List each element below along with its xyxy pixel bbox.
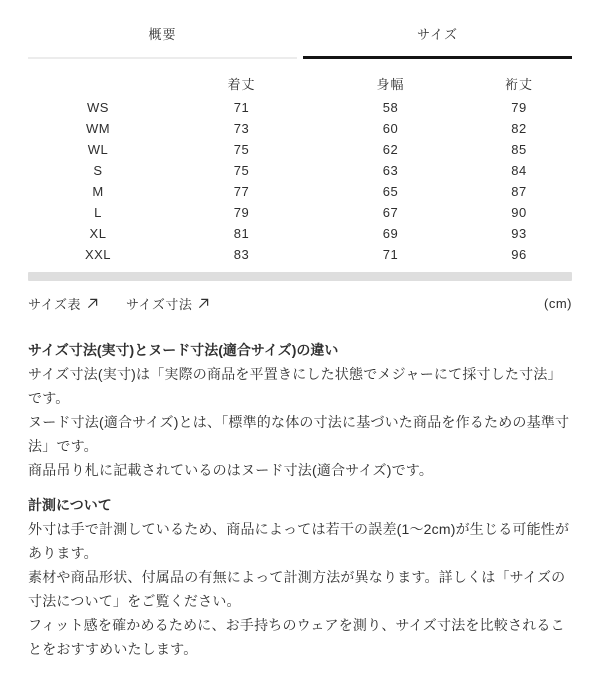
section-paragraph: 外寸は手で計測しているため、商品によっては若干の誤差(1〜2cm)が生じる可能性があります。 — [28, 521, 570, 561]
measurement-value: 65 — [382, 184, 399, 199]
section-heading: サイズ寸法(実寸)とヌード寸法(適合サイズ)の違い — [28, 342, 339, 358]
links-row — [28, 294, 572, 313]
measurement-value: 87 — [511, 184, 527, 199]
table-horizontal-scrollbar[interactable] — [28, 272, 572, 281]
section-paragraph: ヌード寸法(適合サイズ)とは、「標準的な体の寸法に基づいた商品を作るための基準寸法」です。 — [28, 414, 570, 454]
size-chart-link[interactable] — [28, 294, 98, 313]
size-label: WS — [87, 100, 109, 115]
measurement-value: 71 — [233, 100, 250, 115]
measurement-value: 82 — [511, 121, 527, 136]
size-table-body — [28, 97, 572, 265]
external-link-arrow-icon — [87, 298, 98, 309]
table-row — [28, 202, 572, 223]
info-section — [28, 493, 572, 661]
size-chart-link-label: サイズ表 — [28, 297, 81, 312]
size-dimensions-link[interactable] — [126, 294, 209, 313]
measurement-value: 62 — [382, 142, 399, 157]
info-section — [28, 338, 572, 482]
table-row — [28, 181, 572, 202]
size-label: XL — [89, 226, 107, 241]
table-row — [28, 244, 572, 265]
unit-label: (cm) — [544, 296, 572, 311]
table-row — [28, 97, 572, 118]
size-label: M — [92, 184, 104, 199]
size-dimensions-link-label: サイズ寸法 — [125, 297, 193, 312]
section-heading: 計測について — [28, 497, 112, 513]
section-paragraph: フィット感を確かめるために、お手持ちのウェアを測り、サイズ寸法を比較されることをおすすめいたします。 — [28, 617, 565, 657]
measurement-value: 79 — [233, 205, 250, 220]
measurement-value: 71 — [382, 247, 399, 262]
table-row — [28, 139, 572, 160]
section-paragraph: サイズ寸法(実寸)は「実際の商品を平置きにした状態でメジャーにて採寸した寸法」です。 — [28, 366, 562, 406]
size-label: XXL — [84, 247, 112, 262]
measurement-value: 60 — [382, 121, 399, 136]
tab-bar — [28, 0, 572, 59]
tab-size[interactable]: サイズ — [303, 15, 572, 59]
measurement-value: 67 — [382, 205, 399, 220]
column-header-sleeve-length: 裄丈 — [504, 77, 533, 92]
measurement-value: 85 — [511, 142, 527, 157]
size-label: S — [93, 163, 103, 178]
tab-overview[interactable]: 概要 — [28, 15, 297, 59]
size-column-spacer — [28, 70, 168, 97]
measurement-value: 83 — [233, 247, 250, 262]
measurement-value: 58 — [382, 100, 399, 115]
table-row — [28, 160, 572, 181]
measurement-value: 79 — [511, 100, 527, 115]
measurement-value: 75 — [233, 163, 250, 178]
measurement-value: 63 — [382, 163, 399, 178]
table-row — [28, 118, 572, 139]
measurement-value: 90 — [511, 205, 527, 220]
size-table — [28, 70, 572, 265]
info-sections — [28, 338, 572, 681]
column-header-body-width: 身幅 — [376, 77, 405, 92]
measurement-value: 69 — [382, 226, 399, 241]
size-label: L — [94, 205, 102, 220]
measurement-value: 81 — [233, 226, 250, 241]
size-label: WM — [85, 121, 111, 136]
size-label: WL — [87, 142, 109, 157]
column-header-body-length: 着丈 — [227, 77, 256, 92]
measurement-value: 77 — [233, 184, 250, 199]
external-link-arrow-icon — [198, 298, 209, 309]
table-row — [28, 223, 572, 244]
section-paragraph: 商品吊り札に記載されているのはヌード寸法(適合サイズ)です。 — [28, 462, 434, 478]
measurement-value: 73 — [233, 121, 250, 136]
size-table-header-row — [28, 70, 572, 97]
measurement-value: 96 — [511, 247, 527, 262]
measurement-value: 75 — [233, 142, 250, 157]
measurement-value: 93 — [511, 226, 527, 241]
section-paragraph: 素材や商品形状、付属品の有無によって計測方法が異なります。詳しくは「サイズの寸法について」をご覧ください。 — [28, 569, 566, 609]
measurement-value: 84 — [511, 163, 527, 178]
